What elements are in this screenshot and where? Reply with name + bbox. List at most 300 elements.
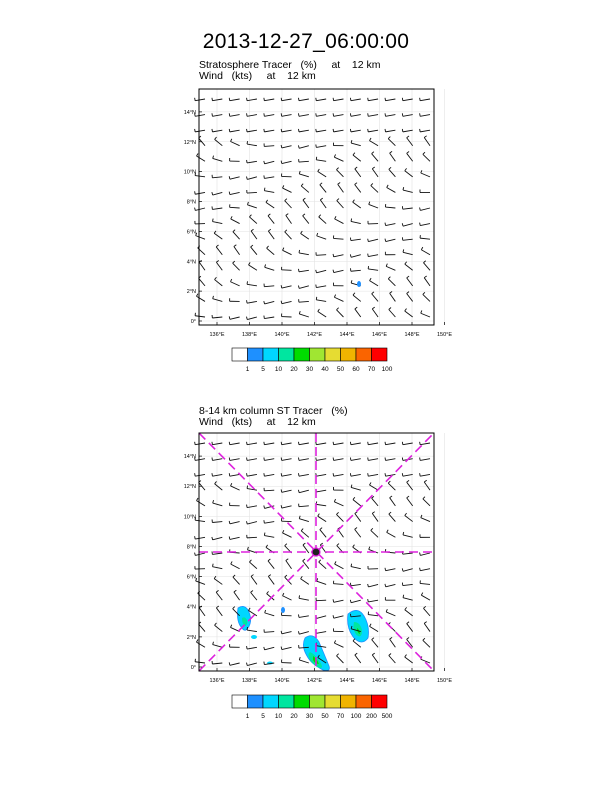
wind-barb xyxy=(333,129,343,132)
wind-barb xyxy=(230,158,240,161)
wind-barb xyxy=(334,154,343,161)
wind-barb xyxy=(336,512,343,521)
wind-barb xyxy=(402,583,412,586)
wind-barb xyxy=(213,219,223,224)
wind-barb xyxy=(247,442,257,445)
lat-label: 12°N xyxy=(183,484,196,491)
wind-barb xyxy=(247,505,257,508)
wind-barb xyxy=(282,267,292,270)
wind-barb xyxy=(316,501,326,505)
wind-barb xyxy=(370,278,379,286)
wind-barb xyxy=(353,200,361,208)
wind-barb xyxy=(247,300,257,303)
wind-barb xyxy=(316,285,326,288)
wind-barb xyxy=(298,286,308,289)
wind-barb xyxy=(301,576,309,584)
lat-label: 8°N xyxy=(186,199,196,206)
colorbar-swatch xyxy=(263,695,279,708)
wind-barb xyxy=(247,98,257,101)
wind-barb xyxy=(421,310,430,317)
wind-barb xyxy=(420,113,430,116)
wind-barb xyxy=(283,185,292,192)
colorbar-label: 30 xyxy=(305,713,314,720)
wind-barb xyxy=(195,113,205,116)
wind-barb xyxy=(420,457,430,460)
wind-barb xyxy=(385,204,395,208)
wind-barb xyxy=(199,136,205,146)
wind-barb xyxy=(196,294,205,302)
wind-barb xyxy=(199,481,205,491)
wind-barb xyxy=(350,254,360,257)
wind-barb xyxy=(385,442,395,445)
wind-barb xyxy=(355,653,361,663)
wind-barb xyxy=(385,252,395,255)
colorbar-label: 50 xyxy=(321,713,329,720)
wind-barb xyxy=(320,198,326,208)
wind-barb xyxy=(420,235,430,239)
colorbar-label: 60 xyxy=(352,366,360,373)
lon-label: 140°E xyxy=(274,332,290,338)
wind-barb xyxy=(334,640,343,647)
wind-barb xyxy=(423,497,430,506)
wind-barb xyxy=(247,473,257,476)
wind-barb xyxy=(403,187,413,192)
wind-barb xyxy=(389,167,396,177)
wind-barb xyxy=(301,231,309,239)
wind-barb xyxy=(333,113,343,116)
wind-barb xyxy=(333,442,343,445)
colorbar-swatch xyxy=(325,695,341,708)
panel1-wind-barbs xyxy=(195,98,430,320)
wind-barb xyxy=(421,170,430,177)
panel1-tracer-shading xyxy=(357,281,361,287)
colorbar-swatch xyxy=(294,348,310,361)
wind-barb xyxy=(333,270,343,273)
wind-barb xyxy=(281,129,291,132)
wind-barb xyxy=(281,442,291,445)
wind-barb xyxy=(195,208,205,211)
wind-barb xyxy=(368,266,378,270)
wind-barb xyxy=(299,159,309,162)
wind-barb xyxy=(195,129,205,132)
wind-barb xyxy=(420,552,430,555)
colorbar-label: 100 xyxy=(381,366,393,373)
wind-barb xyxy=(246,176,256,179)
wind-barb xyxy=(195,536,205,539)
wind-barb xyxy=(298,98,308,101)
wind-barb xyxy=(286,559,292,569)
wind-barb xyxy=(387,185,396,193)
wind-barb xyxy=(317,578,326,584)
wind-barb xyxy=(333,581,343,585)
colorbar-label: 100 xyxy=(350,713,362,720)
lat-label: 10°N xyxy=(183,514,196,521)
wind-barb xyxy=(281,285,291,288)
wind-barb xyxy=(350,129,360,132)
wind-barb xyxy=(281,631,291,634)
wind-barb xyxy=(199,606,205,616)
lat-label: 6°N xyxy=(186,229,196,236)
lon-label: 140°E xyxy=(274,678,290,684)
wind-barb xyxy=(231,139,240,146)
wind-barb xyxy=(229,662,239,665)
lat-label: 2°N xyxy=(186,289,196,296)
wind-barb xyxy=(402,113,412,116)
colorbar-swatch xyxy=(232,348,248,361)
colorbar-label: 500 xyxy=(381,713,393,720)
wind-barb xyxy=(195,221,205,224)
colorbar-swatch xyxy=(294,695,310,708)
wind-barb xyxy=(351,485,361,491)
wind-barb xyxy=(402,129,412,132)
colorbar-label: 70 xyxy=(336,713,345,720)
wind-barb xyxy=(298,457,308,460)
wind-barb xyxy=(372,496,378,506)
wind-barb xyxy=(402,206,412,209)
wind-barb xyxy=(405,655,413,663)
wind-barb xyxy=(368,584,378,587)
lat-label: 14°N xyxy=(183,109,196,116)
wind-barb xyxy=(231,483,240,490)
wind-barb xyxy=(335,216,344,223)
wind-barb xyxy=(368,239,378,242)
wind-barb xyxy=(231,216,240,223)
wind-barb xyxy=(405,607,413,615)
colorbar-swatch xyxy=(279,348,295,361)
lon-label: 136°E xyxy=(209,332,225,338)
wind-barb xyxy=(299,504,309,507)
wind-barb xyxy=(337,308,344,317)
wind-barb xyxy=(316,129,326,132)
wind-barb xyxy=(215,277,223,286)
wind-barb xyxy=(247,535,257,538)
colorbar-swatch xyxy=(263,348,279,361)
wind-barb xyxy=(246,521,256,524)
colorbar-label: 10 xyxy=(274,366,283,373)
wind-barb xyxy=(283,593,292,600)
wind-barb xyxy=(389,308,396,317)
wind-barb xyxy=(196,233,205,239)
wind-barb xyxy=(333,457,343,460)
wind-barb xyxy=(264,520,274,523)
tracer-blob xyxy=(281,607,285,613)
wind-barb xyxy=(333,599,343,602)
wind-barb xyxy=(389,654,396,663)
wind-barb xyxy=(318,309,326,317)
wind-barb xyxy=(420,98,430,101)
wind-barb xyxy=(350,113,360,116)
page-title: 2013-12-27_06:00:00 xyxy=(202,30,410,53)
wind-barb xyxy=(351,140,361,146)
wind-barb xyxy=(316,270,326,273)
lat-label: 0° xyxy=(190,319,196,325)
wind-barb xyxy=(318,169,326,177)
wind-barb xyxy=(350,238,360,241)
wind-barb xyxy=(333,473,343,476)
wind-barb xyxy=(370,624,379,632)
colorbar-swatch xyxy=(248,695,264,708)
wind-barb xyxy=(229,192,239,195)
wind-barb xyxy=(213,642,223,648)
colorbar-label: 50 xyxy=(336,366,345,373)
wind-barb xyxy=(299,614,309,617)
wind-barb xyxy=(299,250,309,255)
wind-barb xyxy=(303,214,309,224)
lon-label: 144°E xyxy=(339,332,355,338)
wind-barb xyxy=(229,442,239,445)
lon-label: 142°E xyxy=(306,332,323,338)
wind-barb xyxy=(337,199,344,208)
wind-barb xyxy=(247,190,257,193)
lon-label: 136°E xyxy=(209,678,225,684)
wind-barb xyxy=(282,314,292,317)
panel1-title-line2: Wind (kts) at 12 km xyxy=(199,70,316,82)
wind-barb xyxy=(195,313,205,317)
lon-label: 150°E xyxy=(436,678,453,684)
wind-barb xyxy=(351,268,361,271)
wind-barb xyxy=(266,200,274,208)
wind-barb xyxy=(350,583,360,586)
wind-barb xyxy=(402,223,412,226)
wind-barb xyxy=(233,261,240,270)
lon-label: 138°E xyxy=(241,678,258,684)
wind-barb xyxy=(298,473,308,476)
colorbar-swatch xyxy=(341,695,357,708)
wind-barb xyxy=(372,292,378,302)
wind-barb xyxy=(229,98,239,101)
lat-label: 2°N xyxy=(186,634,196,641)
wind-barb xyxy=(195,191,205,194)
wind-barb xyxy=(199,276,205,286)
wind-barb xyxy=(265,610,275,616)
wind-barb xyxy=(264,188,274,193)
wind-barb xyxy=(423,152,430,161)
colorbar-label: 200 xyxy=(366,713,377,720)
wind-barb xyxy=(405,262,413,270)
wind-barb xyxy=(230,298,240,301)
lat-label: 0° xyxy=(190,665,196,671)
wind-barb xyxy=(351,564,361,569)
wind-barb xyxy=(299,299,309,302)
wind-barb xyxy=(264,473,274,476)
wind-barb xyxy=(303,198,309,208)
wind-barb xyxy=(264,629,274,632)
wind-barb xyxy=(230,503,240,506)
wind-barb xyxy=(372,638,378,648)
colorbar-label: 1 xyxy=(245,713,250,720)
wind-barb xyxy=(420,207,430,210)
wind-barb xyxy=(316,457,326,460)
wind-barb xyxy=(372,307,378,317)
wind-barb xyxy=(372,152,378,162)
tracer-blob xyxy=(357,281,361,287)
wind-barb xyxy=(249,215,256,224)
wind-barb xyxy=(385,457,395,460)
wind-barb xyxy=(264,533,274,538)
wind-barb xyxy=(214,576,222,584)
wind-barb xyxy=(385,239,395,242)
wind-barb xyxy=(251,229,257,239)
wind-barb xyxy=(251,590,257,600)
wind-barb xyxy=(318,514,326,522)
wind-barb xyxy=(403,595,413,600)
wind-barb xyxy=(234,590,240,600)
wind-barb xyxy=(420,580,430,584)
wind-barb xyxy=(281,145,291,148)
wind-barb xyxy=(281,98,291,101)
wind-barb xyxy=(215,137,223,146)
wind-barb xyxy=(246,317,256,320)
wind-barb xyxy=(420,534,430,537)
colorbar-swatch xyxy=(325,348,341,361)
wind-barb xyxy=(316,157,326,161)
lon-label: 148°E xyxy=(404,678,420,684)
colorbar-label: 5 xyxy=(261,366,265,373)
wind-barb xyxy=(246,663,256,666)
wind-barb xyxy=(229,129,239,132)
wind-barb xyxy=(353,293,361,302)
wind-barb xyxy=(333,98,343,101)
wind-barb xyxy=(335,561,344,568)
wind-barb xyxy=(385,597,395,600)
wind-barb xyxy=(215,481,223,490)
wind-barb xyxy=(423,292,430,301)
lat-label: 10°N xyxy=(183,169,196,176)
wind-barb xyxy=(195,659,205,663)
wind-barb xyxy=(423,261,430,271)
wind-barb xyxy=(405,513,413,521)
wind-barb xyxy=(268,575,274,585)
wind-barb xyxy=(281,505,291,508)
wind-barb xyxy=(195,98,205,101)
wind-barb xyxy=(298,145,308,148)
wind-barb xyxy=(423,638,430,647)
wind-barb xyxy=(229,537,239,540)
wind-barb xyxy=(355,183,361,193)
colorbar-label: 5 xyxy=(261,713,265,720)
wind-barb xyxy=(420,442,430,445)
wind-barb xyxy=(316,615,326,618)
wind-barb xyxy=(229,457,239,460)
wind-barb xyxy=(316,297,326,302)
wind-barb xyxy=(350,600,360,603)
wind-barb xyxy=(402,442,412,445)
colorbar-swatch xyxy=(356,348,372,361)
wind-barb xyxy=(264,129,274,132)
wind-barb xyxy=(229,316,239,319)
wind-barb xyxy=(299,657,309,663)
lat-label: 4°N xyxy=(186,604,196,611)
wind-barb xyxy=(368,457,378,460)
colorbar-swatch xyxy=(232,695,248,708)
wind-barb xyxy=(264,161,274,164)
wind-barb xyxy=(234,245,240,255)
wind-barb xyxy=(247,281,257,285)
wind-barb xyxy=(368,254,378,257)
wind-barb xyxy=(229,113,239,116)
wind-barb xyxy=(338,183,344,193)
wind-barb xyxy=(402,568,412,571)
wind-barb xyxy=(267,246,275,255)
wind-barb xyxy=(424,480,430,490)
wind-barb xyxy=(355,167,361,177)
wind-barb xyxy=(264,316,274,319)
wind-barb xyxy=(316,473,326,476)
wind-barb xyxy=(281,457,291,460)
wind-barb xyxy=(298,490,308,493)
colorbar-swatch xyxy=(248,348,264,361)
colorbar-swatch xyxy=(356,695,372,708)
wind-barb xyxy=(264,113,274,116)
wind-barb xyxy=(390,637,396,647)
wind-barb xyxy=(334,499,343,506)
wind-barb xyxy=(405,309,413,317)
lon-label: 148°E xyxy=(404,332,420,338)
panel1-colorbar xyxy=(224,345,414,380)
wind-barb xyxy=(264,488,274,491)
wind-barb xyxy=(385,568,395,571)
wind-barb xyxy=(333,283,343,286)
wind-barb xyxy=(353,153,361,162)
wind-barb xyxy=(355,528,361,538)
colorbar-swatch xyxy=(310,695,326,708)
wind-barb xyxy=(405,168,413,176)
wind-barb xyxy=(283,248,292,255)
wind-barb xyxy=(316,489,326,492)
wind-barb xyxy=(281,113,291,116)
wind-barb xyxy=(355,307,361,317)
wind-barb xyxy=(316,113,326,116)
wind-barb xyxy=(195,457,205,460)
colorbar-label: 20 xyxy=(290,366,298,373)
wind-barb xyxy=(385,129,395,132)
wind-barb xyxy=(281,647,291,650)
wind-barb xyxy=(353,497,361,506)
wind-barb xyxy=(268,559,274,569)
wind-barb xyxy=(230,204,240,208)
wind-barb xyxy=(196,153,205,161)
panel2-title-line1: 8-14 km column ST Tracer (%) xyxy=(199,405,348,417)
wind-barb xyxy=(333,235,343,239)
wind-barb xyxy=(282,173,292,176)
wind-barb xyxy=(319,560,326,569)
wind-barb xyxy=(316,145,326,148)
wind-barb xyxy=(283,530,292,537)
wind-barb xyxy=(196,640,205,648)
wind-barb xyxy=(421,593,430,601)
wind-barb xyxy=(298,442,308,445)
wind-barb xyxy=(251,575,257,585)
storm-center-marker xyxy=(312,548,320,556)
wind-barb xyxy=(213,156,223,162)
wind-barb xyxy=(385,584,395,587)
colorbar-swatch xyxy=(279,695,295,708)
wind-barb xyxy=(368,113,378,116)
wind-barb xyxy=(281,301,291,304)
wind-barb xyxy=(281,161,291,164)
wind-barb xyxy=(368,98,378,101)
wind-barb xyxy=(351,219,361,224)
colorbar-swatch xyxy=(372,695,388,708)
wind-barb xyxy=(268,214,274,224)
wind-barb xyxy=(281,473,291,476)
wind-barb xyxy=(350,98,360,101)
wind-barb xyxy=(385,223,395,226)
wind-barb xyxy=(264,175,274,178)
wind-barb xyxy=(333,143,343,146)
colorbar-label: 70 xyxy=(367,366,376,373)
wind-barb xyxy=(350,473,360,476)
